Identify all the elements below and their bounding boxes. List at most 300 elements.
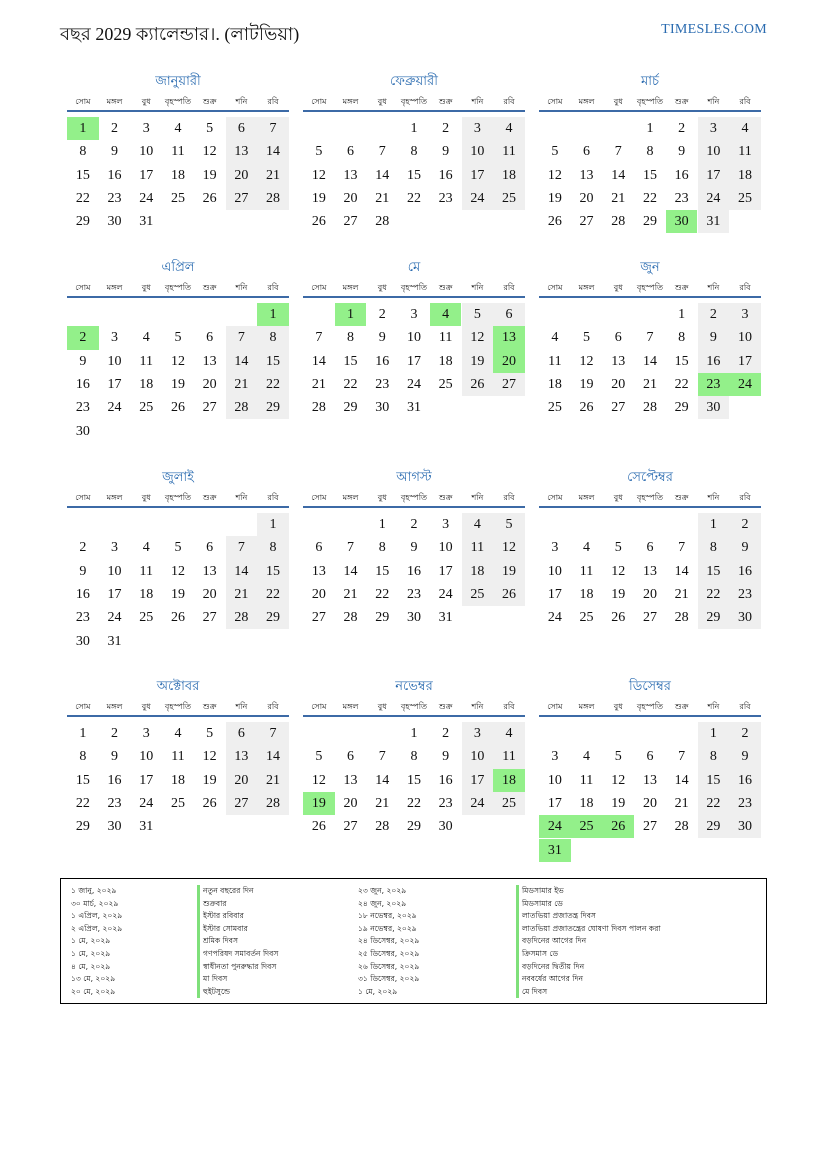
day-cell[interactable]: 7 xyxy=(226,536,258,559)
day-cell[interactable]: 4 xyxy=(729,117,761,140)
day-cell[interactable]: 22 xyxy=(642,190,657,206)
day-cell[interactable]: 9 xyxy=(410,540,418,556)
day-cell[interactable]: 27 xyxy=(343,214,358,230)
day-cell[interactable]: 12 xyxy=(202,144,217,160)
day-cell[interactable]: 23 xyxy=(438,795,453,811)
day-cell[interactable]: 10 xyxy=(406,330,421,346)
day-cell[interactable]: 15 xyxy=(406,167,421,183)
day-cell[interactable]: 23 xyxy=(729,792,761,815)
day-cell[interactable]: 14 xyxy=(311,353,326,369)
day-cell[interactable]: 2 xyxy=(698,303,730,326)
day-cell[interactable]: 2 xyxy=(410,517,418,532)
day-cell[interactable]: 2 xyxy=(678,121,686,136)
day-cell[interactable]: 4 xyxy=(142,540,150,556)
day-cell[interactable]: 26 xyxy=(493,583,525,606)
day-cell[interactable]: 14 xyxy=(674,563,689,579)
day-cell[interactable]: 22 xyxy=(674,376,689,392)
day-cell[interactable]: 28 xyxy=(226,606,258,629)
day-cell[interactable]: 17 xyxy=(139,167,154,183)
day-cell[interactable]: 14 xyxy=(611,167,626,183)
holiday-day-cell[interactable]: 26 xyxy=(602,815,634,838)
day-cell[interactable]: 25 xyxy=(438,376,453,392)
day-cell[interactable]: 22 xyxy=(375,586,390,602)
day-cell[interactable]: 23 xyxy=(438,190,453,206)
day-cell[interactable]: 17 xyxy=(406,353,421,369)
day-cell[interactable]: 16 xyxy=(375,353,390,369)
day-cell[interactable]: 31 xyxy=(406,400,421,416)
day-cell[interactable]: 23 xyxy=(729,583,761,606)
day-cell[interactable]: 20 xyxy=(642,795,657,811)
day-cell[interactable]: 3 xyxy=(551,749,559,765)
day-cell[interactable]: 6 xyxy=(315,540,323,556)
day-cell[interactable]: 13 xyxy=(202,353,217,369)
day-cell[interactable]: 7 xyxy=(378,749,386,765)
day-cell[interactable]: 19 xyxy=(462,350,494,373)
day-cell[interactable]: 20 xyxy=(343,795,358,811)
day-cell[interactable]: 6 xyxy=(226,722,258,745)
day-cell[interactable]: 18 xyxy=(139,376,154,392)
day-cell[interactable]: 9 xyxy=(729,536,761,559)
day-cell[interactable]: 29 xyxy=(642,214,657,230)
day-cell[interactable]: 4 xyxy=(493,117,525,140)
day-cell[interactable]: 25 xyxy=(579,610,594,626)
day-cell[interactable]: 24 xyxy=(107,400,122,416)
day-cell[interactable]: 10 xyxy=(698,140,730,163)
day-cell[interactable]: 26 xyxy=(547,214,562,230)
day-cell[interactable]: 13 xyxy=(343,167,358,183)
day-cell[interactable]: 4 xyxy=(551,330,559,346)
day-cell[interactable]: 15 xyxy=(75,167,90,183)
day-cell[interactable]: 14 xyxy=(226,560,258,583)
day-cell[interactable]: 23 xyxy=(375,376,390,392)
day-cell[interactable]: 2 xyxy=(729,722,761,745)
day-cell[interactable]: 4 xyxy=(174,726,182,741)
day-cell[interactable]: 16 xyxy=(674,167,689,183)
day-cell[interactable]: 3 xyxy=(462,117,494,140)
day-cell[interactable]: 19 xyxy=(202,772,217,788)
day-cell[interactable]: 10 xyxy=(107,563,122,579)
day-cell[interactable]: 12 xyxy=(311,167,326,183)
holiday-day-cell[interactable]: 2 xyxy=(67,326,99,349)
day-cell[interactable]: 25 xyxy=(139,610,154,626)
day-cell[interactable]: 16 xyxy=(107,772,122,788)
day-cell[interactable]: 12 xyxy=(170,563,185,579)
day-cell[interactable]: 22 xyxy=(257,373,289,396)
day-cell[interactable]: 21 xyxy=(311,376,326,392)
day-cell[interactable]: 26 xyxy=(462,373,494,396)
day-cell[interactable]: 1 xyxy=(698,513,730,536)
day-cell[interactable]: 27 xyxy=(579,214,594,230)
day-cell[interactable]: 15 xyxy=(343,353,358,369)
day-cell[interactable]: 5 xyxy=(206,726,214,741)
day-cell[interactable]: 11 xyxy=(548,353,562,369)
day-cell[interactable]: 5 xyxy=(315,749,323,765)
day-cell[interactable]: 11 xyxy=(579,563,594,579)
day-cell[interactable]: 20 xyxy=(579,190,594,206)
day-cell[interactable]: 8 xyxy=(410,749,418,765)
day-cell[interactable]: 2 xyxy=(79,540,87,556)
day-cell[interactable]: 26 xyxy=(611,610,626,626)
day-cell[interactable]: 23 xyxy=(107,795,122,811)
day-cell[interactable]: 16 xyxy=(438,167,453,183)
day-cell[interactable]: 15 xyxy=(698,769,730,792)
day-cell[interactable]: 17 xyxy=(139,772,154,788)
day-cell[interactable]: 14 xyxy=(257,140,289,163)
day-cell[interactable]: 5 xyxy=(614,749,622,765)
day-cell[interactable]: 5 xyxy=(614,540,622,556)
day-cell[interactable]: 28 xyxy=(311,400,326,416)
day-cell[interactable]: 29 xyxy=(674,400,689,416)
day-cell[interactable]: 6 xyxy=(347,749,355,765)
day-cell[interactable]: 30 xyxy=(375,400,390,416)
day-cell[interactable]: 18 xyxy=(438,353,453,369)
day-cell[interactable]: 8 xyxy=(347,330,355,346)
day-cell[interactable]: 16 xyxy=(406,563,421,579)
day-cell[interactable]: 6 xyxy=(206,540,214,556)
day-cell[interactable]: 3 xyxy=(111,330,119,346)
day-cell[interactable]: 8 xyxy=(698,536,730,559)
day-cell[interactable]: 27 xyxy=(202,400,217,416)
day-cell[interactable]: 28 xyxy=(375,214,390,230)
day-cell[interactable]: 3 xyxy=(442,517,450,532)
day-cell[interactable]: 19 xyxy=(170,586,185,602)
day-cell[interactable]: 11 xyxy=(579,772,594,788)
day-cell[interactable]: 21 xyxy=(343,586,358,602)
day-cell[interactable]: 28 xyxy=(611,214,626,230)
holiday-day-cell[interactable]: 4 xyxy=(430,303,462,326)
day-cell[interactable]: 6 xyxy=(347,144,355,160)
day-cell[interactable]: 14 xyxy=(375,167,390,183)
day-cell[interactable]: 28 xyxy=(674,819,689,835)
day-cell[interactable]: 13 xyxy=(579,167,594,183)
day-cell[interactable]: 20 xyxy=(311,586,326,602)
day-cell[interactable]: 19 xyxy=(547,190,562,206)
day-cell[interactable]: 20 xyxy=(611,376,626,392)
day-cell[interactable]: 6 xyxy=(226,117,258,140)
day-cell[interactable]: 9 xyxy=(678,144,686,160)
day-cell[interactable]: 4 xyxy=(583,749,591,765)
day-cell[interactable]: 12 xyxy=(462,326,494,349)
day-cell[interactable]: 20 xyxy=(642,586,657,602)
day-cell[interactable]: 31 xyxy=(139,214,154,230)
holiday-day-cell[interactable]: 24 xyxy=(729,373,761,396)
day-cell[interactable]: 2 xyxy=(111,726,119,741)
day-cell[interactable]: 14 xyxy=(257,745,289,768)
day-cell[interactable]: 12 xyxy=(611,563,626,579)
day-cell[interactable]: 18 xyxy=(170,772,185,788)
day-cell[interactable]: 9 xyxy=(111,144,119,160)
day-cell[interactable]: 17 xyxy=(729,350,761,373)
day-cell[interactable]: 16 xyxy=(729,769,761,792)
day-cell[interactable]: 2 xyxy=(111,121,119,136)
day-cell[interactable]: 1 xyxy=(378,517,386,532)
day-cell[interactable]: 6 xyxy=(583,144,591,160)
day-cell[interactable]: 27 xyxy=(343,819,358,835)
day-cell[interactable]: 16 xyxy=(75,586,90,602)
day-cell[interactable]: 15 xyxy=(375,563,390,579)
day-cell[interactable]: 10 xyxy=(139,144,154,160)
day-cell[interactable]: 8 xyxy=(79,749,87,765)
day-cell[interactable]: 26 xyxy=(311,214,326,230)
day-cell[interactable]: 16 xyxy=(107,167,122,183)
day-cell[interactable]: 26 xyxy=(579,400,594,416)
day-cell[interactable]: 29 xyxy=(257,396,289,419)
day-cell[interactable]: 17 xyxy=(462,164,494,187)
day-cell[interactable]: 25 xyxy=(493,792,525,815)
day-cell[interactable]: 30 xyxy=(438,819,453,835)
day-cell[interactable]: 12 xyxy=(311,772,326,788)
day-cell[interactable]: 20 xyxy=(226,769,258,792)
day-cell[interactable]: 15 xyxy=(257,350,289,373)
day-cell[interactable]: 16 xyxy=(438,772,453,788)
day-cell[interactable]: 1 xyxy=(678,307,686,322)
day-cell[interactable]: 28 xyxy=(226,396,258,419)
day-cell[interactable]: 29 xyxy=(257,606,289,629)
day-cell[interactable]: 10 xyxy=(107,353,122,369)
day-cell[interactable]: 11 xyxy=(493,140,525,163)
day-cell[interactable]: 3 xyxy=(729,303,761,326)
day-cell[interactable]: 18 xyxy=(170,167,185,183)
day-cell[interactable]: 27 xyxy=(226,792,258,815)
day-cell[interactable]: 30 xyxy=(75,423,90,439)
day-cell[interactable]: 20 xyxy=(202,376,217,392)
day-cell[interactable]: 1 xyxy=(79,726,87,741)
day-cell[interactable]: 30 xyxy=(107,819,122,835)
day-cell[interactable]: 23 xyxy=(75,610,90,626)
day-cell[interactable]: 25 xyxy=(170,795,185,811)
day-cell[interactable]: 21 xyxy=(257,164,289,187)
day-cell[interactable]: 10 xyxy=(729,326,761,349)
day-cell[interactable]: 20 xyxy=(343,190,358,206)
day-cell[interactable]: 27 xyxy=(642,610,657,626)
day-cell[interactable]: 14 xyxy=(674,772,689,788)
holiday-day-cell[interactable]: 18 xyxy=(493,769,525,792)
day-cell[interactable]: 19 xyxy=(202,167,217,183)
day-cell[interactable]: 18 xyxy=(547,376,562,392)
day-cell[interactable]: 4 xyxy=(142,330,150,346)
day-cell[interactable]: 24 xyxy=(462,792,494,815)
day-cell[interactable]: 15 xyxy=(642,167,657,183)
day-cell[interactable]: 19 xyxy=(493,560,525,583)
day-cell[interactable]: 5 xyxy=(174,540,182,556)
day-cell[interactable]: 10 xyxy=(139,749,154,765)
holiday-day-cell[interactable]: 23 xyxy=(698,373,730,396)
day-cell[interactable]: 11 xyxy=(139,353,153,369)
day-cell[interactable]: 31 xyxy=(107,633,122,649)
day-cell[interactable]: 22 xyxy=(257,583,289,606)
day-cell[interactable]: 3 xyxy=(142,121,150,136)
day-cell[interactable]: 21 xyxy=(642,376,657,392)
day-cell[interactable]: 28 xyxy=(375,819,390,835)
day-cell[interactable]: 6 xyxy=(614,330,622,346)
day-cell[interactable]: 7 xyxy=(315,330,323,346)
day-cell[interactable]: 30 xyxy=(107,214,122,230)
day-cell[interactable]: 27 xyxy=(226,187,258,210)
day-cell[interactable]: 13 xyxy=(202,563,217,579)
day-cell[interactable]: 3 xyxy=(142,726,150,741)
day-cell[interactable]: 8 xyxy=(79,144,87,160)
day-cell[interactable]: 11 xyxy=(139,563,153,579)
day-cell[interactable]: 25 xyxy=(729,187,761,210)
day-cell[interactable]: 15 xyxy=(257,560,289,583)
day-cell[interactable]: 9 xyxy=(442,144,450,160)
day-cell[interactable]: 17 xyxy=(438,563,453,579)
day-cell[interactable]: 17 xyxy=(547,795,562,811)
day-cell[interactable]: 15 xyxy=(698,560,730,583)
day-cell[interactable]: 9 xyxy=(378,330,386,346)
day-cell[interactable]: 24 xyxy=(139,795,154,811)
day-cell[interactable]: 17 xyxy=(462,769,494,792)
day-cell[interactable]: 27 xyxy=(493,373,525,396)
day-cell[interactable]: 22 xyxy=(698,583,730,606)
day-cell[interactable]: 6 xyxy=(206,330,214,346)
day-cell[interactable]: 14 xyxy=(343,563,358,579)
day-cell[interactable]: 2 xyxy=(729,513,761,536)
day-cell[interactable]: 10 xyxy=(547,772,562,788)
day-cell[interactable]: 11 xyxy=(462,536,494,559)
day-cell[interactable]: 10 xyxy=(462,140,494,163)
day-cell[interactable]: 12 xyxy=(547,167,562,183)
day-cell[interactable]: 25 xyxy=(493,187,525,210)
day-cell[interactable]: 14 xyxy=(375,772,390,788)
day-cell[interactable]: 27 xyxy=(311,610,326,626)
day-cell[interactable]: 12 xyxy=(493,536,525,559)
day-cell[interactable]: 10 xyxy=(462,745,494,768)
day-cell[interactable]: 5 xyxy=(174,330,182,346)
day-cell[interactable]: 27 xyxy=(642,819,657,835)
day-cell[interactable]: 17 xyxy=(107,586,122,602)
day-cell[interactable]: 30 xyxy=(406,610,421,626)
day-cell[interactable]: 10 xyxy=(438,540,453,556)
day-cell[interactable]: 11 xyxy=(729,140,761,163)
day-cell[interactable]: 27 xyxy=(202,610,217,626)
day-cell[interactable]: 16 xyxy=(75,376,90,392)
day-cell[interactable]: 21 xyxy=(226,583,258,606)
day-cell[interactable]: 5 xyxy=(206,121,214,136)
holiday-day-cell[interactable]: 31 xyxy=(539,839,571,862)
day-cell[interactable]: 19 xyxy=(611,795,626,811)
day-cell[interactable]: 3 xyxy=(551,540,559,556)
day-cell[interactable]: 24 xyxy=(107,610,122,626)
day-cell[interactable]: 30 xyxy=(729,815,761,838)
day-cell[interactable]: 18 xyxy=(729,164,761,187)
day-cell[interactable]: 25 xyxy=(139,400,154,416)
day-cell[interactable]: 18 xyxy=(493,164,525,187)
day-cell[interactable]: 15 xyxy=(75,772,90,788)
day-cell[interactable]: 8 xyxy=(678,330,686,346)
day-cell[interactable]: 4 xyxy=(462,513,494,536)
day-cell[interactable]: 29 xyxy=(75,819,90,835)
day-cell[interactable]: 2 xyxy=(378,307,386,322)
day-cell[interactable]: 23 xyxy=(107,190,122,206)
day-cell[interactable]: 21 xyxy=(375,795,390,811)
holiday-day-cell[interactable]: 30 xyxy=(666,210,698,233)
day-cell[interactable]: 28 xyxy=(257,792,289,815)
day-cell[interactable]: 7 xyxy=(614,144,622,160)
day-cell[interactable]: 11 xyxy=(438,330,453,346)
day-cell[interactable]: 29 xyxy=(698,815,730,838)
day-cell[interactable]: 8 xyxy=(646,144,654,160)
day-cell[interactable]: 28 xyxy=(343,610,358,626)
day-cell[interactable]: 24 xyxy=(139,190,154,206)
day-cell[interactable]: 21 xyxy=(226,373,258,396)
day-cell[interactable]: 2 xyxy=(442,121,450,136)
day-cell[interactable]: 5 xyxy=(493,513,525,536)
day-cell[interactable]: 1 xyxy=(410,121,418,136)
day-cell[interactable]: 1 xyxy=(698,722,730,745)
day-cell[interactable]: 11 xyxy=(493,745,525,768)
holiday-day-cell[interactable]: 1 xyxy=(257,303,289,326)
day-cell[interactable]: 3 xyxy=(410,307,418,322)
day-cell[interactable]: 19 xyxy=(579,376,594,392)
day-cell[interactable]: 29 xyxy=(343,400,358,416)
holiday-day-cell[interactable]: 1 xyxy=(67,117,99,140)
day-cell[interactable]: 12 xyxy=(170,353,185,369)
day-cell[interactable]: 13 xyxy=(642,772,657,788)
day-cell[interactable]: 19 xyxy=(611,586,626,602)
day-cell[interactable]: 17 xyxy=(547,586,562,602)
day-cell[interactable]: 23 xyxy=(75,400,90,416)
day-cell[interactable]: 1 xyxy=(410,726,418,741)
day-cell[interactable]: 26 xyxy=(202,190,217,206)
day-cell[interactable]: 15 xyxy=(406,772,421,788)
day-cell[interactable]: 6 xyxy=(493,303,525,326)
day-cell[interactable]: 21 xyxy=(375,190,390,206)
day-cell[interactable]: 13 xyxy=(226,745,258,768)
day-cell[interactable]: 7 xyxy=(347,540,355,556)
day-cell[interactable]: 15 xyxy=(674,353,689,369)
day-cell[interactable]: 13 xyxy=(226,140,258,163)
day-cell[interactable]: 3 xyxy=(111,540,119,556)
day-cell[interactable]: 8 xyxy=(698,745,730,768)
holiday-day-cell[interactable]: 19 xyxy=(303,792,335,815)
day-cell[interactable]: 5 xyxy=(315,144,323,160)
day-cell[interactable]: 26 xyxy=(202,795,217,811)
day-cell[interactable]: 20 xyxy=(226,164,258,187)
holiday-day-cell[interactable]: 24 xyxy=(539,815,571,838)
day-cell[interactable]: 16 xyxy=(698,350,730,373)
day-cell[interactable]: 24 xyxy=(406,376,421,392)
day-cell[interactable]: 24 xyxy=(698,187,730,210)
day-cell[interactable]: 25 xyxy=(170,190,185,206)
day-cell[interactable]: 4 xyxy=(583,540,591,556)
day-cell[interactable]: 9 xyxy=(111,749,119,765)
day-cell[interactable]: 8 xyxy=(410,144,418,160)
day-cell[interactable]: 3 xyxy=(698,117,730,140)
holiday-day-cell[interactable]: 25 xyxy=(571,815,603,838)
day-cell[interactable]: 28 xyxy=(257,187,289,210)
day-cell[interactable]: 28 xyxy=(674,610,689,626)
day-cell[interactable]: 5 xyxy=(583,330,591,346)
day-cell[interactable]: 31 xyxy=(698,210,730,233)
day-cell[interactable]: 21 xyxy=(674,795,689,811)
day-cell[interactable]: 24 xyxy=(462,187,494,210)
day-cell[interactable]: 8 xyxy=(257,536,289,559)
day-cell[interactable]: 22 xyxy=(75,190,90,206)
day-cell[interactable]: 7 xyxy=(646,330,654,346)
day-cell[interactable]: 3 xyxy=(462,722,494,745)
day-cell[interactable]: 13 xyxy=(311,563,326,579)
day-cell[interactable]: 6 xyxy=(646,540,654,556)
day-cell[interactable]: 1 xyxy=(257,513,289,536)
day-cell[interactable]: 25 xyxy=(462,583,494,606)
day-cell[interactable]: 2 xyxy=(442,726,450,741)
day-cell[interactable]: 12 xyxy=(611,772,626,788)
day-cell[interactable]: 22 xyxy=(406,190,421,206)
day-cell[interactable]: 13 xyxy=(343,772,358,788)
day-cell[interactable]: 19 xyxy=(311,190,326,206)
day-cell[interactable]: 10 xyxy=(547,563,562,579)
